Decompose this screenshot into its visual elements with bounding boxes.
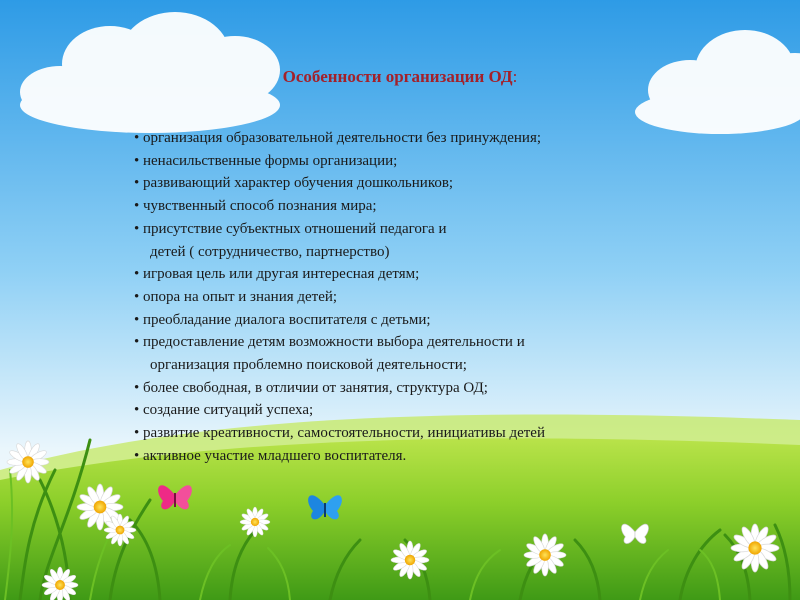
bullet-item: • присутствие субъектных отношений педагога и <box>134 220 447 237</box>
bullet-list <box>134 127 694 468</box>
bullet-continuation-line: детей ( сотрудничество, партнерство) <box>150 243 390 260</box>
bullet-item: • развивающий характер обучения дошкольников; <box>134 175 454 192</box>
bullet-item: • развитие креативности, самостоятельности, инициативы детей <box>134 425 545 442</box>
bullet-item: • игровая цель или другая интересная детям; <box>134 266 420 283</box>
bullet-item: • опора на опыт и знания детей; <box>134 288 338 305</box>
bullet-item: • активное участие младшего воспитателя. <box>134 447 407 464</box>
bullet-item: • предоставление детям возможности выбора деятельности и <box>134 334 525 351</box>
slide-title <box>0 67 800 87</box>
bullet-item: • ненасильственные формы организации; <box>134 152 398 169</box>
slide-title-text: Особенности организации ОД <box>282 67 513 86</box>
bullet-item: • создание ситуаций успеха; <box>134 402 314 419</box>
bullet-item: • преобладание диалога воспитателя с детьми; <box>134 311 431 328</box>
bullet-item: • чувственный способ познания мира; <box>134 198 377 215</box>
slide-title-colon: : <box>512 67 518 86</box>
bullet-item: • более свободная, в отличии от занятия, структура ОД; <box>134 379 488 396</box>
bullet-continuation-line: организация проблемно поисковой деятельности; <box>150 357 467 374</box>
bullet-item: • организация образовательной деятельности без принуждения; <box>134 130 542 146</box>
